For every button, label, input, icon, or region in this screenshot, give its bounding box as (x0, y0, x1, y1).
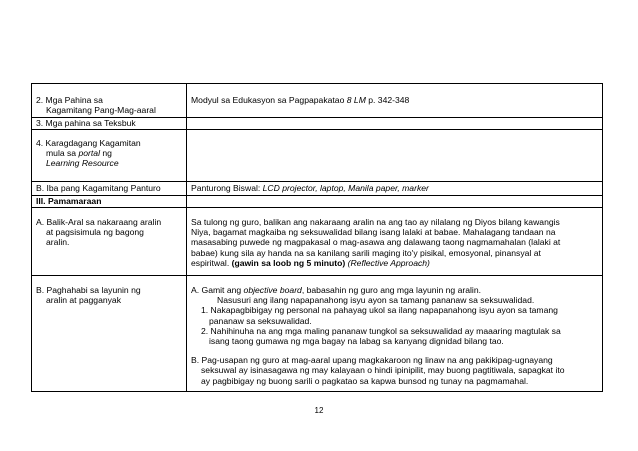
row-pamamaraan (32, 196, 603, 208)
cell-label (32, 208, 187, 276)
label-line: B. Paghahabi sa layunin ng (36, 285, 141, 295)
paragraph-line: seksuwal ay isinasagawa ng may kalayaan o hindi ipinipilit, may buong pagtitiwala, sapagkat ito (201, 365, 565, 376)
objective-item-cont: pananaw sa seksuwalidad. (209, 315, 312, 326)
cell-label (32, 84, 187, 118)
text-part: A. Gamit ang (191, 285, 244, 295)
label-line: 2. Mga Pahina sa (36, 95, 103, 105)
label-line: aralin at pagganyak (46, 295, 122, 306)
cell-label (32, 118, 187, 130)
time-note: (gawin sa loob ng 5 minuto) (231, 257, 346, 268)
cell-content (187, 182, 603, 196)
row-pahina-kagamitan (32, 84, 603, 118)
cell-content (187, 84, 603, 118)
paragraph-line: B. Pag-usapan ng guro at mag-aaral upang magkakaroon ng linaw na ang pakikipag-ugnayang (191, 355, 553, 366)
module-text: Modyul sa Edukasyon sa Pagpapakatao (191, 95, 347, 105)
label-line: Learning Resource (46, 158, 119, 169)
label-part: mula sa (46, 148, 79, 159)
paragraph-line: ay pagbibigay ng buong sarili o pagkatao sa kapwa bunsod ng tunay na pagmamahal. (201, 375, 529, 386)
row-teksbuk (32, 118, 603, 130)
label-line: at pagsisimula ng bagong (46, 227, 144, 238)
section-heading (32, 196, 187, 208)
objective-summary: Nasusuri ang ilang napapanahong isyu ayon sa tamang pananaw sa seksuwalidad. (217, 295, 535, 306)
row-balik-aral (32, 208, 603, 276)
text-part: espiritwal. (191, 257, 232, 268)
row-iba-pang-kagamitan (32, 182, 603, 196)
cell-content (187, 196, 603, 208)
approach-note: (Reflective Approach) (345, 257, 430, 268)
page-number: 12 (314, 406, 324, 415)
cell-content (187, 118, 603, 130)
lesson-plan-table (31, 83, 603, 392)
paragraph-line: Sa tulong ng guro, balikan ang nakaraang aralin na ang tao ay nilalang ng Diyos bilang kawangis (191, 217, 560, 227)
label-line: Kagamitang Pang-Mag-aaral (46, 105, 156, 116)
cell-label (32, 182, 187, 196)
label-line: A. Balik-Aral sa nakaraang aralin (36, 217, 162, 227)
label-part: ng (99, 148, 112, 159)
text-part: , babasahin ng guro ang mga layunin ng aralin. (301, 285, 482, 295)
label-line: 3. Mga pahina sa Teksbuk (36, 118, 136, 128)
label-line: aralin. (46, 237, 70, 248)
cell-label (32, 276, 187, 392)
paragraph-line: babae) kung sila ay handa na sa kanilang sarili maging ito'y pisikal, emosyonal, pinansyal at (191, 247, 541, 258)
objective-item: 2. Nahihinuha na ang mga maling pananaw tungkol sa seksuwalidad ay maaaring magtulak sa (201, 325, 561, 336)
spacer (191, 346, 598, 355)
objective-item: 1. Nakapagbibigay ng personal na pahayag ukol sa ilang napapanahong isyu ayon sa tamang (201, 305, 558, 316)
paragraph-line: masasabing puwede ng magpakasal o mag-asawa ang dalawang taong nagmamahalan (lalaki at (191, 237, 561, 248)
module-grade: 8 LM (346, 95, 366, 105)
row-karagdagang-kagamitan (32, 130, 603, 182)
heading-text: III. Pamamaraan (36, 196, 102, 206)
visual-label: Panturong Biswal: (191, 183, 263, 193)
label-part: portal (78, 148, 100, 159)
paragraph-line (191, 258, 598, 268)
visual-items: LCD projector, laptop, Manila paper, marker (262, 183, 429, 193)
row-paghahabi (32, 276, 603, 392)
cell-content (187, 208, 603, 276)
label-line: 4. Karagdagang Kagamitan (36, 138, 141, 148)
module-pages: p. 342-348 (365, 95, 410, 105)
label-line: B. Iba pang Kagamitang Panturo (36, 183, 161, 193)
label-line (36, 148, 182, 158)
cell-content (187, 130, 603, 182)
paragraph-line: Niya, bagamat magkaiba ng seksuwalidad bilang isang lalaki at babae. Mahalagang tandaan na (191, 227, 556, 238)
cell-content (187, 276, 603, 392)
text-part: objective board (243, 285, 302, 295)
paragraph-line (191, 285, 598, 295)
cell-label (32, 130, 187, 182)
objective-item-cont: isang taong gumawa ng mga bagay na labag sa kanyang dignidad bilang tao. (209, 336, 504, 347)
